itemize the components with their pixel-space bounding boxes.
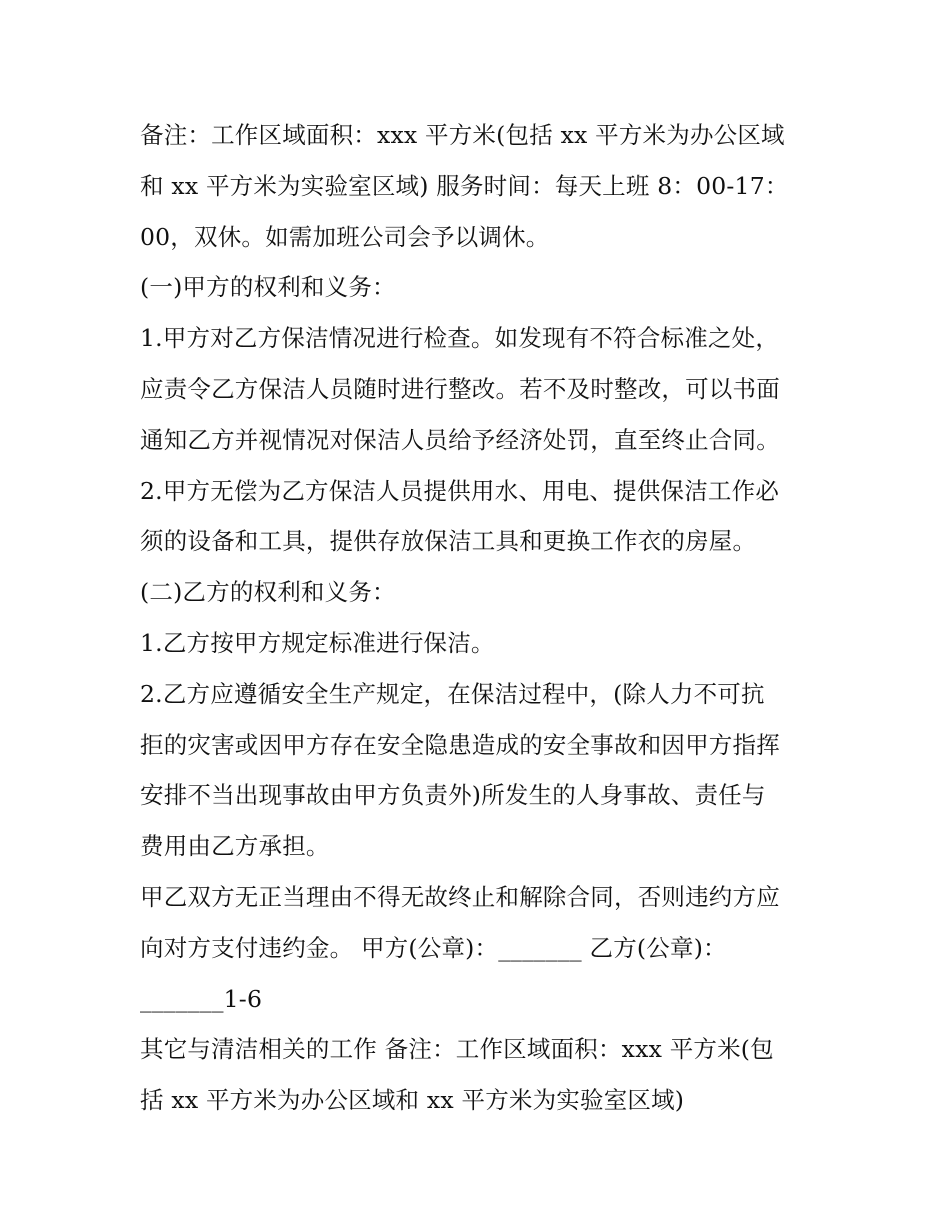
text-line: 须的设备和工具，提供存放保洁工具和更换工作衣的房屋。 xyxy=(140,527,757,556)
section-heading: (一)甲方的权利和义务： xyxy=(140,273,396,302)
text-line: 括 xx 平方米为办公区域和 xx 平方米为实验室区域) xyxy=(140,1086,685,1115)
section-heading: (二)乙方的权利和义务： xyxy=(140,578,396,607)
text-line: 甲乙双方无正当理由不得无故终止和解除合同，否则违约方应 xyxy=(140,882,780,911)
text-line: 拒的灾害或因甲方存在安全隐患造成的安全事故和因甲方指挥 xyxy=(140,730,780,759)
text-line: 通知乙方并视情况对保洁人员给予经济处罚，直至终止合同。 xyxy=(140,425,780,454)
text-line: 安排不当出现事故由甲方负责外)所发生的人身事故、责任与 xyxy=(140,781,766,810)
text-line: 00，双休。如需加班公司会予以调休。 xyxy=(140,222,550,251)
text-line: 其它与清洁相关的工作 备注：工作区域面积：xxx 平方米(包 xyxy=(140,1035,774,1064)
text-line: 和 xx 平方米为实验室区域) 服务时间：每天上班 8：00-17： xyxy=(140,171,789,200)
text-line: 备注：工作区域面积：xxx 平方米(包括 xx 平方米为办公区域 xyxy=(140,121,785,149)
text-line: 2.甲方无偿为乙方保洁人员提供用水、用电、提供保洁工作必 xyxy=(140,476,780,505)
text-line: 应责令乙方保洁人员随时进行整改。若不及时整改，可以书面 xyxy=(140,374,780,403)
text-line: 1.甲方对乙方保洁情况进行检查。如发现有不符合标准之处， xyxy=(140,324,780,353)
text-line: 费用由乙方承担。 xyxy=(140,832,330,861)
text-line: 2.乙方应遵循安全生产规定，在保洁过程中，(除人力不可抗 xyxy=(140,679,765,708)
signature-line: _______1-6 xyxy=(140,984,263,1013)
text-line: 1.乙方按甲方规定标准进行保洁。 xyxy=(140,628,495,657)
document-page xyxy=(140,110,820,1126)
signature-line: 向对方支付违约金。 甲方(公章)：_______ 乙方(公章)： xyxy=(140,933,727,962)
